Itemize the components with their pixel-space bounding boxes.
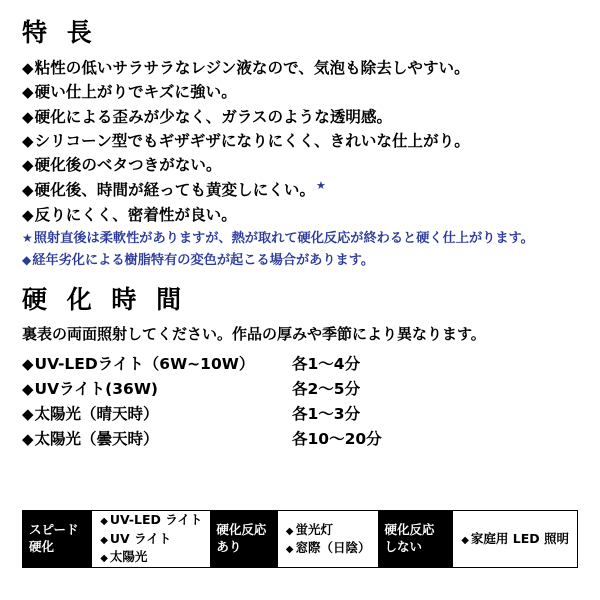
row-value: 各1〜4分 — [292, 354, 361, 373]
strip-item-label: 家庭用 LED 照明 — [470, 530, 569, 546]
strip-list-item — [286, 539, 371, 558]
row-label: 太陽光（曇天時） — [34, 429, 159, 448]
diamond-bullet-icon: ◆ — [22, 131, 34, 150]
diamond-bullet-icon: ◆ — [285, 544, 294, 555]
strip-cell-home-led — [453, 511, 577, 567]
strip-label-line2: しない — [384, 539, 422, 554]
list-item — [22, 153, 586, 177]
star-footnote-marker: ★ — [316, 179, 326, 193]
row-value: 各2〜5分 — [292, 379, 361, 398]
list-item — [22, 56, 586, 80]
footnote-text: 照射直後は柔軟性がありますが、熱が取れて硬化反応が終わると硬く仕上がります。 — [33, 230, 534, 246]
list-item — [22, 129, 586, 153]
curing-time-list — [22, 352, 586, 452]
row-label: UVライト(36W) — [34, 379, 158, 398]
light-source-strip — [22, 510, 578, 568]
strip-item-label: UV ライト — [109, 530, 172, 546]
list-item — [22, 177, 586, 202]
diamond-bullet-icon: ◆ — [285, 525, 294, 537]
row-value: 各1〜3分 — [292, 404, 361, 423]
table-row — [22, 427, 586, 452]
footnote-text: 経年劣化による樹脂特有の変色が起こる場合があります。 — [32, 252, 375, 268]
diamond-bullet-icon: ◆ — [22, 404, 34, 423]
list-item — [22, 203, 586, 227]
curing-intro: 裏表の両面照射してください。作品の厚みや季節により異なります。 — [22, 324, 486, 343]
list-item-label: シリコーン型でもギザギザになりにくく、きれいな仕上がり。 — [34, 131, 470, 150]
diamond-bullet-icon: ◆ — [22, 354, 34, 373]
diamond-bullet-icon: ◆ — [22, 59, 34, 77]
table-row — [22, 402, 586, 427]
diamond-bullet-icon: ◆ — [22, 379, 34, 398]
strip-list-item — [100, 511, 202, 530]
strip-list-item — [286, 521, 371, 540]
star-icon: ★ — [22, 230, 33, 245]
strip-cell-reaction-no — [378, 511, 453, 567]
diamond-bullet-icon: ◆ — [22, 156, 34, 174]
diamond-bullet-icon: ◆ — [22, 107, 34, 126]
strip-cell-fluorescent — [278, 511, 379, 567]
list-item — [22, 80, 586, 104]
strip-item-label: 窓際（日陰） — [295, 540, 371, 555]
strip-list-item — [461, 530, 569, 549]
footnote-diamond — [22, 251, 586, 271]
diamond-bullet-icon: ◆ — [100, 534, 108, 546]
diamond-bullet-icon: ◆ — [22, 205, 34, 224]
diamond-bullet-icon: ◆ — [461, 534, 469, 546]
list-item-label: 硬化後、時間が経っても黄変しにくい。 — [34, 181, 316, 200]
diamond-bullet-icon: ◆ — [22, 252, 32, 267]
curing-heading: 硬 化 時 間 — [22, 284, 187, 314]
strip-item-label: 蛍光灯 — [295, 521, 333, 537]
strip-list-item — [100, 530, 202, 549]
strip-list-item — [100, 548, 202, 567]
strip-cell-light-sources — [92, 511, 210, 567]
table-row — [22, 377, 586, 402]
row-label: UV-LEDライト（6W~10W） — [34, 354, 255, 373]
diamond-bullet-icon: ◆ — [22, 83, 34, 102]
list-item-label: 反りにくく、密着性が良い。 — [34, 205, 237, 224]
row-value: 各10〜20分 — [292, 429, 382, 448]
list-item-label: 粘性の低いサラサラなレジン液なので、気泡も除去しやすい。 — [34, 59, 470, 77]
table-row — [22, 352, 586, 377]
features-list — [22, 56, 586, 227]
strip-label-line2: 硬化 — [29, 539, 55, 554]
diamond-bullet-icon: ◆ — [100, 516, 108, 528]
diamond-bullet-icon: ◆ — [22, 181, 34, 200]
features-heading: 特 長 — [22, 18, 98, 47]
list-item-label: 硬化後のベタつきがない。 — [34, 156, 222, 174]
list-item — [22, 105, 586, 129]
strip-cell-speed-cure — [23, 511, 92, 567]
strip-label-line1: スピード — [29, 522, 79, 538]
strip-label-line2: あり — [216, 539, 242, 554]
strip-item-label: UV-LED ライト — [109, 512, 203, 528]
row-label: 太陽光（晴天時） — [34, 404, 159, 423]
strip-label-line1: 硬化反応 — [216, 522, 267, 538]
diamond-bullet-icon: ◆ — [100, 553, 108, 565]
strip-label-line1: 硬化反応 — [384, 522, 435, 538]
list-item-label: 硬化による歪みが少なく、ガラスのような透明感。 — [34, 107, 393, 126]
strip-item-label: 太陽光 — [109, 549, 148, 565]
list-item-label: 硬い仕上がりでキズに強い。 — [34, 83, 237, 102]
footnote-star — [22, 229, 586, 249]
diamond-bullet-icon: ◆ — [22, 429, 34, 448]
strip-cell-reaction-yes — [210, 511, 277, 567]
